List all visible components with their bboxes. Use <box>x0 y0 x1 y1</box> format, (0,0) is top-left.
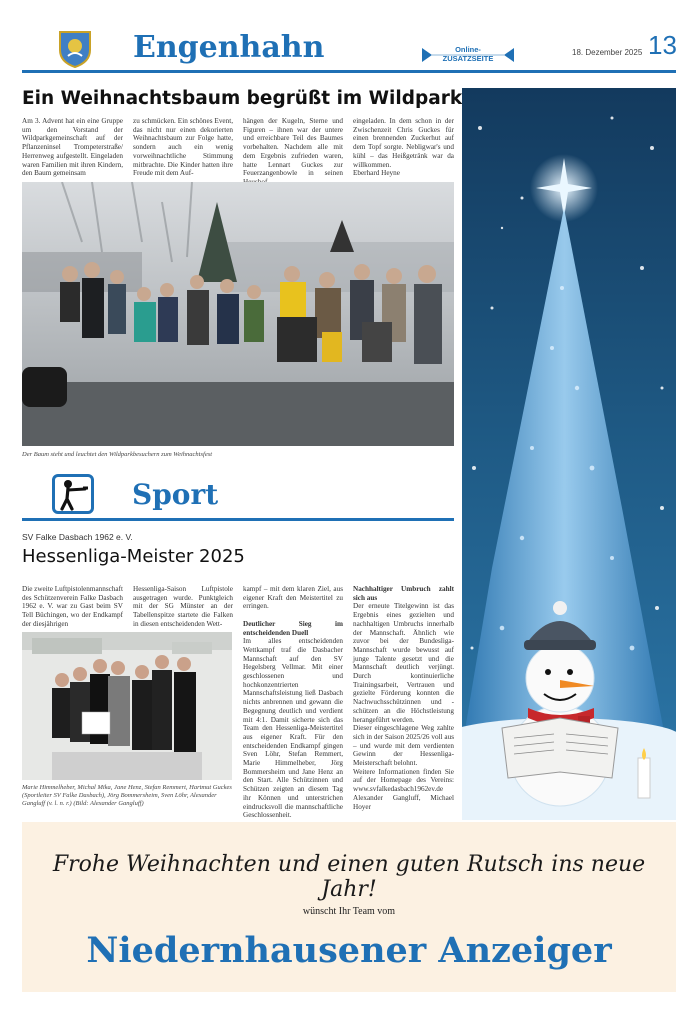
sport-column-1: Die zweite Luftpistolenmannschaft des Schützenverein Falke Dasbach 1962 e. V. war zu Gast beim SV Tell Büchingen, wo der Endkampf der diesjährigen <box>22 585 123 628</box>
wildpark-group-photo <box>22 182 454 446</box>
sport-column-3-body: Im alles entscheidenden Wettkampf traf die Dasbacher Mannschaft auf den SV Hegelsberg Vellmar. Mit einer geschlossenen und hochkonzentrierten Mannschaftsleistung ließ Dasbach nichts anbrennen und gewann die Begegnung deutlich und verdient mit 4:1. Damit sicherte sich das Team den Hessenliga-Meistertitel aus eigener Kraft. Für den entscheidenden Endkampf gingen Sven Löhr, Stefan Remmert, Marie Himmelheber, Jörg Bommersheim und Jane Henz an den Start. Alle Schützinnen und Schützen zeigten an diesem Tag ihr Können und unterstrichen eindrucksvoll die mannschaftliche Geschlossenheit. <box>243 637 343 820</box>
christmas-greeting-box <box>22 822 676 992</box>
greeting-text: Frohe Weihnachten und einen guten Rutsch ins neue Jahr! <box>52 852 646 902</box>
header-divider <box>22 70 676 73</box>
online-badge <box>422 44 514 66</box>
newspaper-name: Niedernhausener Anzeiger <box>86 930 612 971</box>
greeting-team-line: wünscht Ihr Team vom <box>302 906 396 917</box>
badge-line2: ZUSATZSEITE <box>442 54 494 63</box>
article1-column-2: zu schmücken. Ein schönes Event, das nicht nur einen dekorierten Weihnachtsbaum zur Folge hatte, sondern auch ein wenig vorweihnachtliche Stimmung mitbrachte. Die Kinder hatten ihre Freude mit dem Auf- <box>133 117 233 178</box>
sport-divider <box>22 518 454 521</box>
team-photo-illustration <box>22 632 232 780</box>
article1-column-3: hängen der Kugeln, Sterne und Figuren – ihnen war der untere und erreichbare Teil des Baumes vorbehalten. Nachdem alle mit dem Ergebnis zufrieden waren, hatte Lennart Guckes zur Feuerzangenbowle in seinen <box>243 117 343 178</box>
sport-column-4-body-2: Dieser eingeschlagene Weg zahlte sich in der Saison 2025/26 voll aus – und wurde mit dem verdienten Gewinn der Hessenliga-Meisterschaft belohnt. <box>353 724 454 768</box>
sport-headline: Hessenliga-Meister 2025 <box>22 546 245 567</box>
section-title: Engenhahn <box>133 30 325 65</box>
sport-column-4-body: Der erneute Titelgewinn ist das Ergebnis eines gezielten und nachhaltigen Umbruchs innerhalb der Mannschaft. Ähnlich wie zuvor bei der Bundesliga-Mannschaft wurde bewusst auf junge Talente gesetzt und die Mannschaft deutlich verjüngt. Durch kontinuierliche Trainingsarbeit, Vertrauen und gezielte Förderung konnten die Nachwuchsschützinnen und -schützen an die Höchstleistung herangeführt werden. <box>353 602 454 724</box>
snowman-tree-artwork <box>462 88 676 820</box>
town-crest-icon <box>58 30 92 68</box>
team-photo <box>22 632 232 780</box>
sport-authors: Alexander Gangluff, Michael Hoyer <box>353 793 454 811</box>
sport-kicker: SV Falke Dasbach 1962 e. V. <box>22 532 133 542</box>
sport-column-3-intro: kampf – mit dem klaren Ziel, aus eigener Kraft den Meistertitel zu erringen. <box>243 585 343 611</box>
article1-column-1: Am 3. Advent hat ein eine Gruppe um den Vorstand der Wildparkgemeinschaft auf der Pflanzeninsel Trompeterstraße/ Herrenweg aufgestellt. Eingeladen waren Familien mit ihren Kindern, den Baum gemeinsam <box>22 117 123 178</box>
sport-column-4-body-3: Weitere Informationen finden Sie auf der Homepage des Vereins: www.svfalkedasbach1962ev.de <box>353 767 454 794</box>
christmas-tree-illustration <box>462 88 676 820</box>
article1-author: Eberhard Heyne <box>353 169 400 178</box>
article1-column-4-text: eingeladen. In dem schon in der Zwischenzeit Chris Guckes für einen brennenden Zuckerhut auf dem Topf sorgte. Nebligwar's und kühl – das Heißgetränk war da willkommen. <box>353 117 454 169</box>
sport-column-4 <box>353 585 454 825</box>
pistol-shooter-icon <box>55 477 91 511</box>
article1-headline: Ein Weihnachtsbaum begrüßt im Wildpark <box>22 88 463 109</box>
article1-photo-caption: Der Baum steht und leuchtet den Wildparkbesuchern zum Weihnachtsfest <box>22 451 213 458</box>
shooting-sport-icon <box>52 474 94 514</box>
article1-column-4 <box>353 117 454 181</box>
sport-photo-caption: Marie Himmelheber, Michal Mika, Jane Henz, Stefan Remmert, Hartmut Guckes (Sportleiter SV Falke Dasbach), Jörg Bommersheim, Sven Löhr, Alexander Gangluff (v. l. n. r.) (Bild: Alexander Gangluff) <box>22 784 232 807</box>
sport-column-2: Hessenliga-Saison Luftpistole ausgetragen wurde. Punktgleich mit der SG Münster an der Tabellenspitze startete die Falken in diesen entscheidenden Wett- <box>133 585 233 628</box>
page-number: 13 <box>648 30 677 60</box>
issue-date: 18. Dezember 2025 <box>572 48 643 57</box>
sport-section-title: Sport <box>132 478 219 511</box>
sport-subhead-1: Deutlicher Sieg im entscheidenden Duell <box>243 619 343 637</box>
wildpark-photo-illustration <box>22 182 454 446</box>
badge-line1: Online- <box>455 45 481 54</box>
sport-subhead-2: Nachhaltiger Umbruch zahlt sich aus <box>353 585 454 602</box>
sport-column-3 <box>243 585 343 825</box>
